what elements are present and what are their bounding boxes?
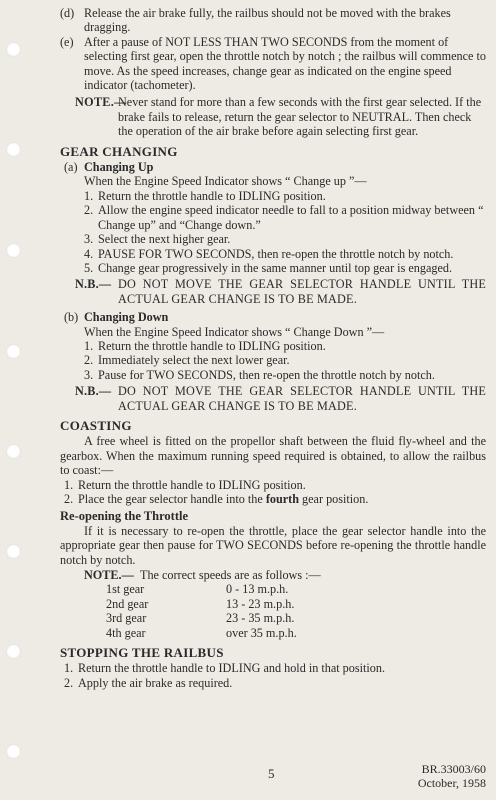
step-text: After a pause of NOT LESS THAN TWO SECONDS from the moment of selecting first gear, open the throttle notch by notch ; the railbus will commence to move. As the speed increases, change gear as indicated on the engine speed indicator (tachometer). <box>84 34 486 93</box>
step-text: Allow the engine speed indicator needle to fall to a position midway between “ Change up” and “Change down.” <box>98 203 484 232</box>
gear-name: 1st gear <box>106 582 145 597</box>
step-number: 4. <box>84 246 94 261</box>
coasting-step <box>60 478 486 492</box>
binder-hole <box>6 344 21 359</box>
binder-hole <box>6 744 21 759</box>
step-label: (d) <box>60 6 75 20</box>
step-text: Change gear progressively in the same manner until top gear is engaged. <box>98 260 453 275</box>
gear-name: 4th gear <box>106 625 146 640</box>
gear-speed: 23 - 35 m.p.h. <box>226 611 295 626</box>
reopening-paragraph: If it is necessary to re-open the throttle, place the gear selector handle into the appropriate gear then pause for TWO SECONDS before re-opening the throttle handle notch by notch. <box>60 523 486 567</box>
note-label: NOTE.— <box>84 568 134 583</box>
step-text: Return the throttle handle to IDLING position. <box>98 188 326 203</box>
nb-label: N.B.— <box>75 277 112 292</box>
step-number: 2. <box>64 675 74 690</box>
changing-up-heading <box>60 160 486 174</box>
document-reference <box>418 762 486 790</box>
coasting-heading: COASTING <box>60 417 132 433</box>
step-text: Release the air brake fully, the railbus should not be moved with the brakes dragging. <box>84 6 451 35</box>
page-footer <box>60 762 486 798</box>
reference-code: BR.33003/60 <box>421 762 486 776</box>
step-text: Return the throttle handle to IDLING position. <box>78 477 306 492</box>
step-e <box>60 35 486 93</box>
speed-note <box>60 568 486 582</box>
gear-speed: over 35 m.p.h. <box>226 625 297 640</box>
changing-up-step <box>60 203 486 232</box>
first-gear-note <box>60 95 486 138</box>
step-text: Immediately select the next lower gear. <box>98 353 290 368</box>
binder-holes <box>0 0 26 800</box>
changing-up-step <box>60 261 486 275</box>
nb-text: DO NOT MOVE THE GEAR SELECTOR HANDLE UNTIL THE ACTUAL GEAR CHANGE IS TO BE MADE. <box>118 277 486 306</box>
section-title: Changing Down <box>84 310 169 325</box>
step-text-emphasis: fourth <box>265 492 299 506</box>
speed-row <box>60 597 486 611</box>
changing-down-step <box>60 339 486 353</box>
step-number: 1. <box>84 188 94 203</box>
step-text-end: gear position. <box>299 492 369 506</box>
gear-changing-heading: GEAR CHANGING <box>60 143 178 159</box>
changing-up-intro: When the Engine Speed Indicator shows “ Change up ”— <box>84 174 367 189</box>
step-text: Return the throttle handle to IDLING and hold in that position. <box>78 661 386 676</box>
changing-down-intro: When the Engine Speed Indicator shows “ Change Down ”— <box>84 324 385 339</box>
coasting-step <box>60 492 486 506</box>
step-text: Return the throttle handle to IDLING position. <box>98 338 326 353</box>
gear-speed: 13 - 23 m.p.h. <box>226 596 295 611</box>
step-number: 1. <box>84 338 94 353</box>
binder-hole <box>6 243 21 258</box>
step-number: 2. <box>64 492 74 506</box>
binder-hole <box>6 42 21 57</box>
step-number: 2. <box>84 353 94 368</box>
changing-up-nb <box>60 277 486 306</box>
changing-down-step <box>60 368 486 382</box>
gear-speed: 0 - 13 m.p.h. <box>226 582 289 597</box>
note-text: Never stand for more than a few seconds with the first gear selected. If the brake fails to release, return the gear selector to NEUTRAL. Then check the operation of the air brake before again selecting first gear. <box>118 95 482 139</box>
speed-table <box>60 582 486 640</box>
changing-up-step <box>60 232 486 246</box>
nb-label: N.B.— <box>75 384 112 399</box>
stopping-heading: STOPPING THE RAILBUS <box>60 645 224 661</box>
step-number: 3. <box>84 367 94 382</box>
reopening-heading: Re-opening the Throttle <box>60 509 189 524</box>
step-d <box>60 6 486 35</box>
step-text: PAUSE FOR TWO SECONDS, then re-open the throttle notch by notch. <box>98 246 454 261</box>
changing-down-step <box>60 353 486 367</box>
binder-hole <box>6 644 21 659</box>
step-number: 1. <box>64 477 74 492</box>
changing-down-nb <box>60 384 486 413</box>
step-text: Select the next higher gear. <box>98 232 231 247</box>
speed-row <box>60 582 486 596</box>
section-label: (a) <box>64 160 78 175</box>
binder-hole <box>6 142 21 157</box>
step-text: Apply the air brake as required. <box>78 675 233 690</box>
publication-date: October, 1958 <box>417 776 486 790</box>
page-number: 5 <box>268 766 275 781</box>
speed-row <box>60 626 486 640</box>
step-number: 2. <box>84 203 94 218</box>
gear-name: 2nd gear <box>106 596 149 611</box>
step-number: 3. <box>84 232 94 247</box>
coasting-paragraph: A free wheel is fitted on the propellor shaft between the fluid fly-wheel and the gearbox. When the maximum running speed required is obtained, to allow the railbus to coast:— <box>60 434 486 478</box>
changing-up-step <box>60 247 486 261</box>
manual-page <box>60 6 486 690</box>
step-label: (e) <box>60 34 74 49</box>
stopping-step <box>60 676 486 690</box>
changing-down-heading <box>60 310 486 324</box>
section-label: (b) <box>64 310 79 325</box>
stopping-step <box>60 661 486 675</box>
step-text: Pause for TWO SECONDS, then re-open the throttle notch by notch. <box>98 367 435 382</box>
section-title: Changing Up <box>84 160 154 175</box>
step-number: 5. <box>84 260 94 275</box>
changing-up-step <box>60 189 486 203</box>
binder-hole <box>6 544 21 559</box>
nb-text: DO NOT MOVE THE GEAR SELECTOR HANDLE UNTIL THE ACTUAL GEAR CHANGE IS TO BE MADE. <box>118 384 486 413</box>
binder-hole <box>6 444 21 459</box>
speed-row <box>60 611 486 625</box>
step-number: 1. <box>64 661 74 676</box>
note-label: NOTE.— <box>75 95 127 110</box>
step-text-start: Place the gear selector handle into the <box>78 492 266 506</box>
gear-name: 3rd gear <box>106 611 147 626</box>
note-text: The correct speeds are as follows :— <box>140 568 321 583</box>
